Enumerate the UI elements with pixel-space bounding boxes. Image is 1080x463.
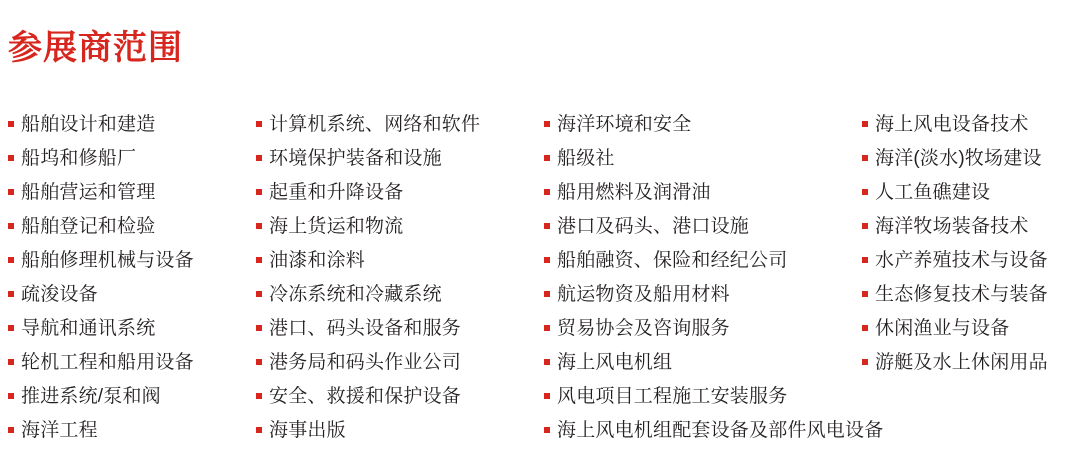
bullet-square-icon — [544, 257, 550, 263]
list-item[interactable] — [544, 210, 858, 244]
list-item[interactable] — [862, 176, 1080, 210]
list-item-label: 轮机工程和船用设备 — [21, 352, 194, 373]
list-item-label: 海洋牧场装备技术 — [875, 216, 1029, 237]
exhibitor-scope-columns — [0, 108, 1080, 448]
list-item-label: 船坞和修船厂 — [21, 148, 137, 169]
list-item[interactable] — [544, 176, 858, 210]
list-item[interactable] — [8, 142, 252, 176]
bullet-square-icon — [544, 223, 550, 229]
bullet-square-icon — [8, 359, 14, 365]
list-item[interactable] — [256, 210, 540, 244]
bullet-square-icon — [256, 393, 262, 399]
list-item[interactable] — [862, 244, 1080, 278]
list-item-label: 海洋工程 — [21, 420, 98, 441]
bullet-square-icon — [862, 189, 868, 195]
list-item-label: 推进系统/泵和阀 — [21, 386, 161, 407]
list-item[interactable] — [544, 346, 858, 380]
list-item-label: 海上风电机组 — [557, 352, 673, 373]
bullet-square-icon — [862, 257, 868, 263]
bullet-square-icon — [8, 427, 14, 433]
list-item[interactable] — [256, 108, 540, 142]
list-item[interactable] — [544, 108, 858, 142]
bullet-square-icon — [8, 257, 14, 263]
list-item-label: 休闲渔业与设备 — [875, 318, 1010, 339]
bullet-square-icon — [862, 291, 868, 297]
list-item-label: 港口及码头、港口设施 — [557, 216, 750, 237]
list-item-label: 贸易协会及咨询服务 — [557, 318, 730, 339]
list-item-label: 船舶修理机械与设备 — [21, 250, 194, 271]
bullet-square-icon — [8, 291, 14, 297]
list-item[interactable] — [256, 414, 540, 448]
list-item[interactable] — [256, 142, 540, 176]
bullet-square-icon — [8, 155, 14, 161]
bullet-square-icon — [256, 359, 262, 365]
list-item-label: 冷冻系统和冷藏系统 — [269, 284, 442, 305]
page-title: 参展商范围 — [8, 29, 183, 67]
list-item-label: 港口、码头设备和服务 — [269, 318, 462, 339]
list-item[interactable] — [544, 278, 858, 312]
list-item-label: 船舶设计和建造 — [21, 114, 156, 135]
scope-column-1 — [0, 108, 252, 448]
list-item[interactable] — [862, 346, 1080, 380]
list-item[interactable] — [8, 346, 252, 380]
list-item-label: 船舶营运和管理 — [21, 182, 156, 203]
list-item[interactable] — [8, 108, 252, 142]
list-item[interactable] — [256, 176, 540, 210]
list-item[interactable] — [862, 108, 1080, 142]
list-item[interactable] — [544, 142, 858, 176]
bullet-square-icon — [862, 121, 868, 127]
scope-column-3 — [540, 108, 884, 448]
list-item[interactable] — [8, 312, 252, 346]
bullet-square-icon — [256, 223, 262, 229]
bullet-square-icon — [8, 121, 14, 127]
bullet-square-icon — [544, 291, 550, 297]
list-item[interactable] — [8, 278, 252, 312]
bullet-square-icon — [544, 189, 550, 195]
list-item[interactable] — [8, 210, 252, 244]
list-item[interactable] — [862, 278, 1080, 312]
list-item-label: 海上风电设备技术 — [875, 114, 1029, 135]
list-item[interactable] — [8, 176, 252, 210]
bullet-square-icon — [8, 189, 14, 195]
bullet-square-icon — [544, 155, 550, 161]
list-item-label: 水产养殖技术与设备 — [875, 250, 1048, 271]
bullet-square-icon — [256, 257, 262, 263]
list-item[interactable] — [544, 244, 858, 278]
bullet-square-icon — [8, 393, 14, 399]
list-item[interactable] — [256, 312, 540, 346]
list-item[interactable] — [544, 312, 858, 346]
list-item-label: 计算机系统、网络和软件 — [269, 114, 481, 135]
list-item[interactable] — [8, 244, 252, 278]
bullet-square-icon — [544, 393, 550, 399]
bullet-square-icon — [256, 155, 262, 161]
list-item-label: 航运物资及船用材料 — [557, 284, 730, 305]
list-item-label: 游艇及水上休闲用品 — [875, 352, 1048, 373]
bullet-square-icon — [8, 325, 14, 331]
list-item-label: 风电项目工程施工安装服务 — [557, 386, 788, 407]
bullet-square-icon — [8, 223, 14, 229]
bullet-square-icon — [256, 427, 262, 433]
list-item-label: 海上货运和物流 — [269, 216, 404, 237]
list-item[interactable] — [256, 278, 540, 312]
list-item-label: 船用燃料及润滑油 — [557, 182, 711, 203]
bullet-square-icon — [544, 325, 550, 331]
bullet-square-icon — [256, 325, 262, 331]
bullet-square-icon — [544, 121, 550, 127]
list-item-label: 疏浚设备 — [21, 284, 98, 305]
bullet-square-icon — [256, 291, 262, 297]
list-item-label: 港务局和码头作业公司 — [269, 352, 462, 373]
scope-column-2 — [252, 108, 540, 448]
list-item-label: 导航和通讯系统 — [21, 318, 156, 339]
list-item[interactable] — [8, 414, 252, 448]
list-item[interactable] — [256, 346, 540, 380]
bullet-square-icon — [256, 121, 262, 127]
list-item-label: 海洋(淡水)牧场建设 — [875, 148, 1042, 169]
list-item-label: 船级社 — [557, 148, 615, 169]
list-item[interactable] — [544, 414, 884, 448]
bullet-square-icon — [862, 359, 868, 365]
list-item[interactable] — [862, 210, 1080, 244]
list-item-label: 油漆和涂料 — [269, 250, 366, 271]
list-item[interactable] — [862, 312, 1080, 346]
bullet-square-icon — [544, 359, 550, 365]
bullet-square-icon — [862, 223, 868, 229]
list-item-label: 安全、救援和保护设备 — [269, 386, 462, 407]
list-item-label: 环境保护装备和设施 — [269, 148, 442, 169]
list-item-label: 海洋环境和安全 — [557, 114, 692, 135]
list-item-label: 海事出版 — [269, 420, 346, 441]
list-item-label: 人工鱼礁建设 — [875, 182, 991, 203]
list-item-label: 海上风电机组配套设备及部件风电设备 — [557, 420, 884, 441]
bullet-square-icon — [544, 427, 550, 433]
list-item-label: 起重和升降设备 — [269, 182, 404, 203]
list-item[interactable] — [862, 142, 1080, 176]
bullet-square-icon — [256, 189, 262, 195]
scope-column-4 — [858, 108, 1080, 380]
list-item[interactable] — [8, 380, 252, 414]
list-item[interactable] — [256, 244, 540, 278]
list-item-label: 生态修复技术与装备 — [875, 284, 1048, 305]
bullet-square-icon — [862, 155, 868, 161]
list-item-label: 船舶登记和检验 — [21, 216, 156, 237]
list-item[interactable] — [256, 380, 540, 414]
bullet-square-icon — [862, 325, 868, 331]
list-item-label: 船舶融资、保险和经纪公司 — [557, 250, 788, 271]
list-item[interactable] — [544, 380, 858, 414]
